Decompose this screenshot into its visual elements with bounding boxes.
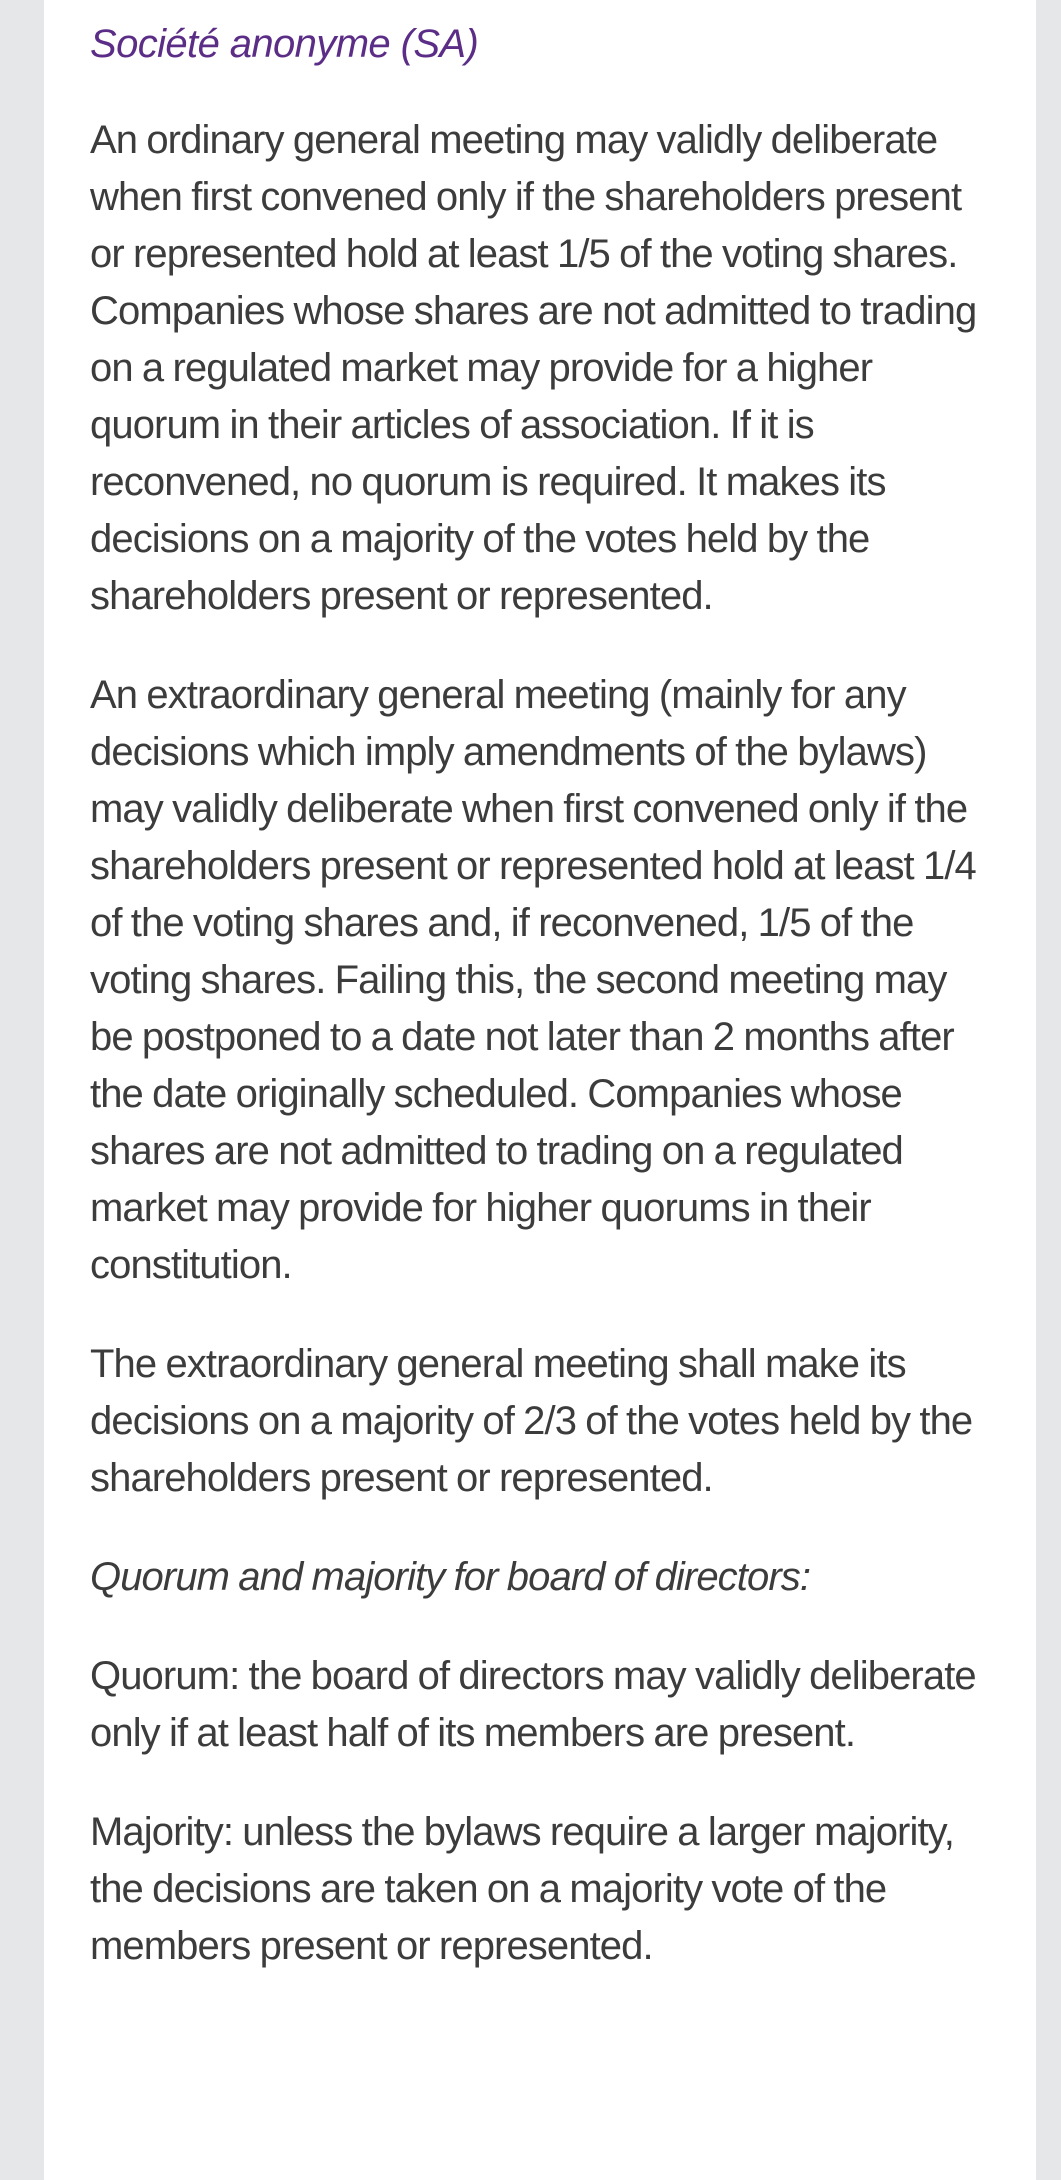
content-card <box>44 0 1036 2180</box>
paragraph-extraordinary-meeting: An extraordinary general meeting (mainly for any decisions which imply amendments of the bylaws) may validly deliberate when first convened only if the shareholders present or represented hold at least 1/4 of the voting shares and, if reconvened, 1/5 of the voting shares. Failing this, the second meeting may be postponed to a date not later than 2 months after the date originally scheduled. Companies whose shares are not admitted to trading on a regulated market may provide for higher quorums in their constitution. <box>90 673 976 1287</box>
paragraph-board-quorum: Quorum: the board of directors may validly deliberate only if at least half of its members are present. <box>90 1654 976 1755</box>
section-heading: Société anonyme (SA) <box>90 22 479 66</box>
subheading-board-quorum-majority: Quorum and majority for board of directors: <box>90 1555 811 1599</box>
paragraph-board-majority: Majority: unless the bylaws require a larger majority, the decisions are taken on a majority vote of the members present or represented. <box>90 1810 955 1968</box>
paragraph-ordinary-meeting: An ordinary general meeting may validly deliberate when first convened only if the shareholders present or represented hold at least 1/5 of the voting shares. Companies whose shares are not admitted to trading on a regulated market may provide for a higher quorum in their articles of association. If it is reconvened, no quorum is required. It makes its decisions on a majority of the votes held by the shareholders present or represented. <box>90 118 977 618</box>
paragraph-extraordinary-majority: The extraordinary general meeting shall make its decisions on a majority of 2/3 of the votes held by the shareholders present or represented. <box>90 1342 973 1500</box>
